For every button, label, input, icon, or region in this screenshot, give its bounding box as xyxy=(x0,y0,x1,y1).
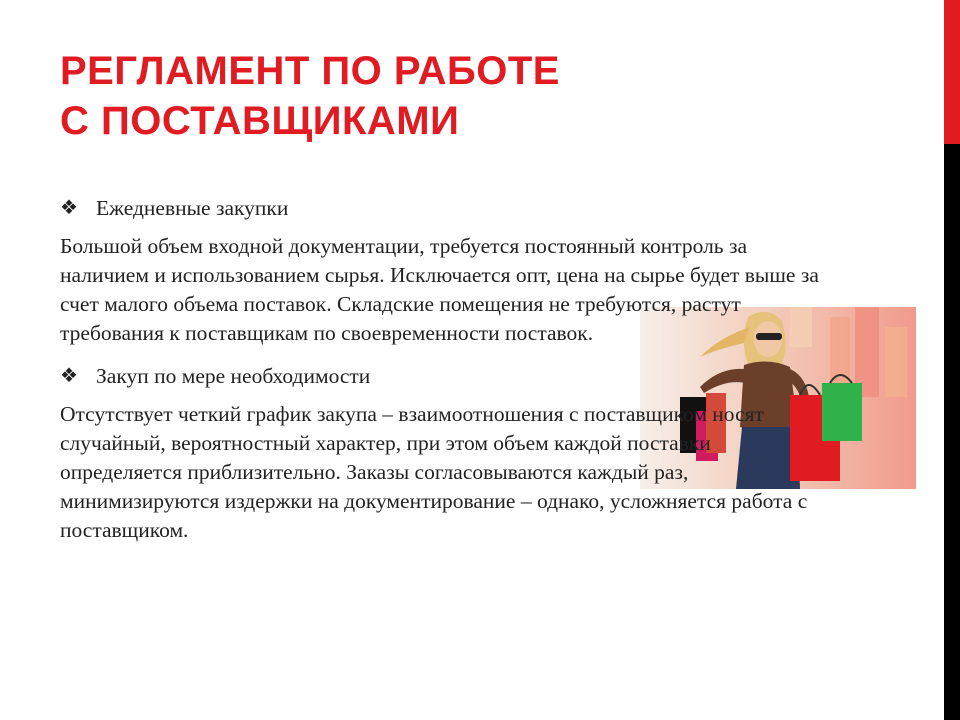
diamond-bullet-icon: ❖ xyxy=(60,196,78,219)
bullet-label: Закуп по мере необходимости xyxy=(96,363,371,388)
title-line-1: РЕГЛАМЕНТ ПО РАБОТЕ xyxy=(60,49,560,93)
bullet-label: Ежедневные закупки xyxy=(96,195,289,220)
accent-bar-red xyxy=(944,0,960,144)
slide-body xyxy=(60,188,830,553)
slide-title xyxy=(60,46,880,146)
bullet-item xyxy=(60,356,830,396)
accent-bar-black xyxy=(944,144,960,720)
bullet-item xyxy=(60,188,830,228)
diamond-bullet-icon: ❖ xyxy=(60,364,78,387)
section-paragraph: Отсутствует четкий график закупа – взаимоотношения с поставщиком носят случайный, вероятностный характер, при этом объем каждой поставки определяется приблизительно. Заказы согласовываются каждый раз, минимизируются издержки на документирование – однако, усложняется работа с поставщиком. xyxy=(60,402,808,542)
section-paragraph: Большой объем входной документации, требуется постоянный контроль за наличием и использованием сырья. Исключается опт, цена на сырье будет выше за счет малого объема поставок. Складские помещения не требуются, растут требования к поставщикам по своевременности поставок. xyxy=(60,234,819,345)
title-line-2: С ПОСТАВЩИКАМИ xyxy=(60,99,460,143)
